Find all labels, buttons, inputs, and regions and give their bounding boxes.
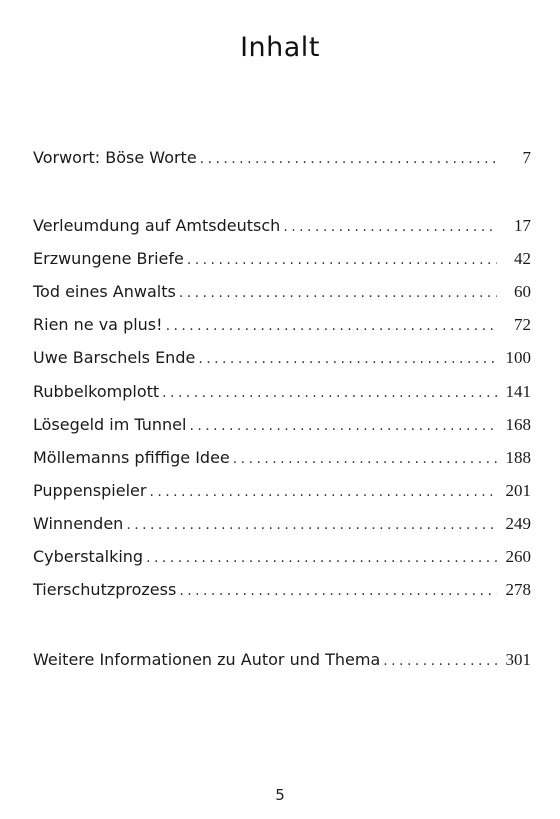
dot-leader [179,281,497,305]
toc-entry-puppenspieler [33,479,531,503]
toc-entry-page: 201 [505,481,531,500]
toc-entry-vorwort [33,146,531,170]
toc-entry-page: 60 [514,282,531,301]
toc-entry-title: Rien ne va plus! [33,315,163,334]
toc-entry-title: Weitere Informationen zu Autor und Thema [33,650,381,669]
toc-entry-title: Möllemanns pfiffige Idee [33,448,230,467]
toc-entry-weitere-informationen [33,648,531,672]
toc-entry-title: Cyberstalking [33,547,144,566]
toc-entry-page: 278 [505,580,531,599]
toc-entry-winnenden [33,512,531,536]
toc-entry-page: 7 [522,148,531,167]
toc-entry-title: Rubbelkomplott [33,382,160,401]
toc-entry-title: Erzwungene Briefe [33,249,184,268]
page-title: Inhalt [240,32,320,63]
dot-leader [189,414,497,438]
toc-entry-title: Winnenden [33,514,124,533]
dot-leader [166,314,497,338]
dot-leader [187,248,497,272]
dot-leader [233,447,497,471]
toc-entry-title: Tod eines Anwalts [33,282,176,301]
dot-leader [126,513,497,537]
dot-leader [198,347,497,371]
toc-entry-uwe-barschels-ende [33,346,531,370]
dot-leader [179,579,497,603]
toc-entry-rien-ne-va-plus [33,313,531,337]
toc-entry-tierschutzprozess [33,578,531,602]
toc-entry-title: Uwe Barschels Ende [33,348,196,367]
toc-entry-moellemanns-idee [33,446,531,470]
dot-leader [383,649,497,673]
toc-entry-title: Vorwort: Böse Worte [33,148,197,167]
toc-entry-page: 42 [514,249,531,268]
toc-entry-page: 168 [505,415,531,434]
dot-leader [162,381,497,405]
toc-entry-title: Puppenspieler [33,481,147,500]
dot-leader [200,147,497,171]
toc-entry-page: 260 [505,547,531,566]
toc-entry-page: 100 [505,348,531,367]
dot-leader [283,215,497,239]
dot-leader [149,480,497,504]
toc-entry-title: Verleumdung auf Amtsdeutsch [33,216,281,235]
toc-entry-title: Lösegeld im Tunnel [33,415,187,434]
toc-entry-cyberstalking [33,545,531,569]
toc-entry-page: 249 [505,514,531,533]
toc-entry-loesegeld-im-tunnel [33,413,531,437]
toc-entry-page: 72 [514,315,531,334]
toc-entry-page: 188 [505,448,531,467]
dot-leader [146,546,497,570]
toc-entry-page: 17 [514,216,531,235]
toc-entry-title: Tierschutzprozess [33,580,177,599]
toc-entry-rubbelkomplott [33,380,531,404]
toc-entry-erzwungene-briefe [33,247,531,271]
toc-entry-verleumdung [33,214,531,238]
toc-entry-tod-eines-anwalts [33,280,531,304]
page-number: 5 [275,786,285,804]
toc-entry-page: 301 [505,650,531,669]
toc-entry-page: 141 [505,382,531,401]
